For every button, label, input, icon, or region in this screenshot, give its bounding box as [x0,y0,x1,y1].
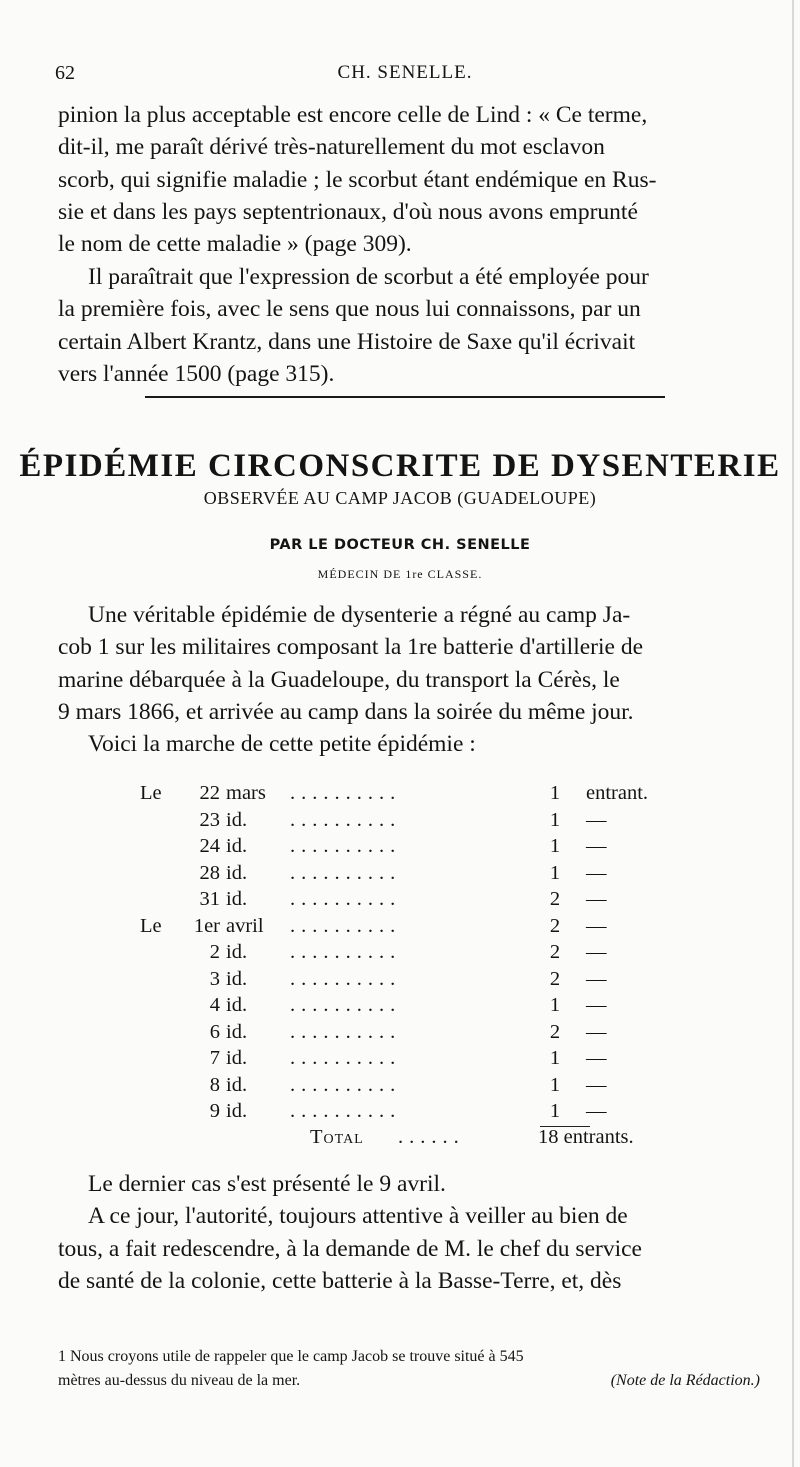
footnote-text-2: mètres au-dessus du niveau de la mer. [58,1372,301,1389]
table-row: 2 id. .......... 2 — [209,941,607,963]
cases-table [140,782,660,1127]
intro-line: vers l'année 1500 (page 315). [58,360,335,387]
intro-line: le nom de cette maladie » (page 309). [58,231,412,258]
footnote [58,1345,760,1393]
intro-paragraph-2 [58,261,760,390]
table-row: 3 id. .......... 2 — [209,967,607,990]
table-row: 6 id. .......... 2 — [209,1020,607,1043]
intro-line: Il paraîtrait que l'expression de scorbut a été employée pour [88,264,649,290]
footnote-line [58,1369,760,1393]
article-author: PAR LE DOCTEUR CH. SENELLE [269,537,531,553]
table-row: 7 id. .......... 1 — [209,1047,607,1069]
intro-paragraph-1 [58,99,760,260]
body-line: A ce jour, l'autorité, toujours attentive à veiller au bien de [88,1203,628,1230]
body-line: Une véritable épidémie de dysenterie a régné au camp Ja- [88,602,631,628]
table-row: Le 22 mars .......... 1 entrant. [140,782,649,804]
intro-line: sie et dans les pays septentrionaux, d'où nous avons emprunté [58,198,638,225]
body-line: Le dernier cas s'est présenté le 9 avril. [88,1171,446,1197]
table-row: 23 id. .......... 1 — [199,808,607,831]
table-row: 24 id. .......... 1 — [199,835,607,857]
body-line: tous, a fait redescendre, à la demande de M. le chef du service [58,1235,642,1262]
total-value: 18 entrants. [538,1126,634,1148]
table-row: 28 id. .......... 1 — [199,861,607,884]
footnote-attribution: (Note de la Rédaction.) [610,1372,760,1389]
article-title: ÉPIDÉMIE CIRCONSCRITE DE DYSENTERIE [19,448,781,484]
author-qualification: MÉDECIN DE 1re CLASSE. [317,567,483,581]
body-line: cob 1 sur les militaires composant la 1re batterie d'artillerie de [58,634,643,661]
intro-line: la première fois, avec le sens que nous lui connaissons, par un [58,296,641,323]
intro-line: certain Albert Krantz, dans une Histoire de Saxe qu'il écrivait [58,328,636,355]
running-title: CH. SENELLE. [337,62,473,83]
page-edge [792,0,794,1467]
table-row: 8 id. .......... 1 — [209,1073,607,1096]
intro-line: scorb, qui signifie maladie ; le scorbut étant endémique en Rus- [58,166,657,193]
footnote-text-1: 1 Nous croyons utile de rappeler que le camp Jacob se trouve situé à 545 [58,1348,524,1365]
article-body-1 [58,599,760,760]
footnote-line [58,1345,760,1369]
body-line: Voici la marche de cette petite épidémie : [88,731,476,758]
total-dots: ...... [398,1126,465,1148]
article-body-2 [58,1168,760,1297]
intro-line: pinion la plus acceptable est encore celle de Lind : « Ce terme, [58,102,648,128]
table-row: 4 id. .......... 1 — [209,994,607,1016]
table-row: 9 id. .......... 1 — [209,1100,607,1122]
page-header [55,62,755,90]
body-line: de santé de la colonie, cette batterie à la Basse-Terre, et, dès [58,1267,622,1294]
body-line: marine débarquée à la Guadeloupe, du transport la Cérès, le [58,666,620,693]
section-divider [145,396,665,398]
intro-line: dit-il, me paraît dérivé très-naturellement du mot esclavon [58,134,605,161]
table-total-row [140,1126,680,1154]
total-label: Total [310,1126,364,1148]
table-row: 31 id. .......... 2 — [199,888,607,910]
article-subtitle: OBSERVÉE AU CAMP JACOB (GUADELOUPE) [203,488,597,508]
table-row: Le 1er avril .......... 2 — [140,914,607,937]
body-line: 9 mars 1866, et arrivée au camp dans la soirée du même jour. [58,698,634,725]
page-number: 62 [55,62,75,84]
